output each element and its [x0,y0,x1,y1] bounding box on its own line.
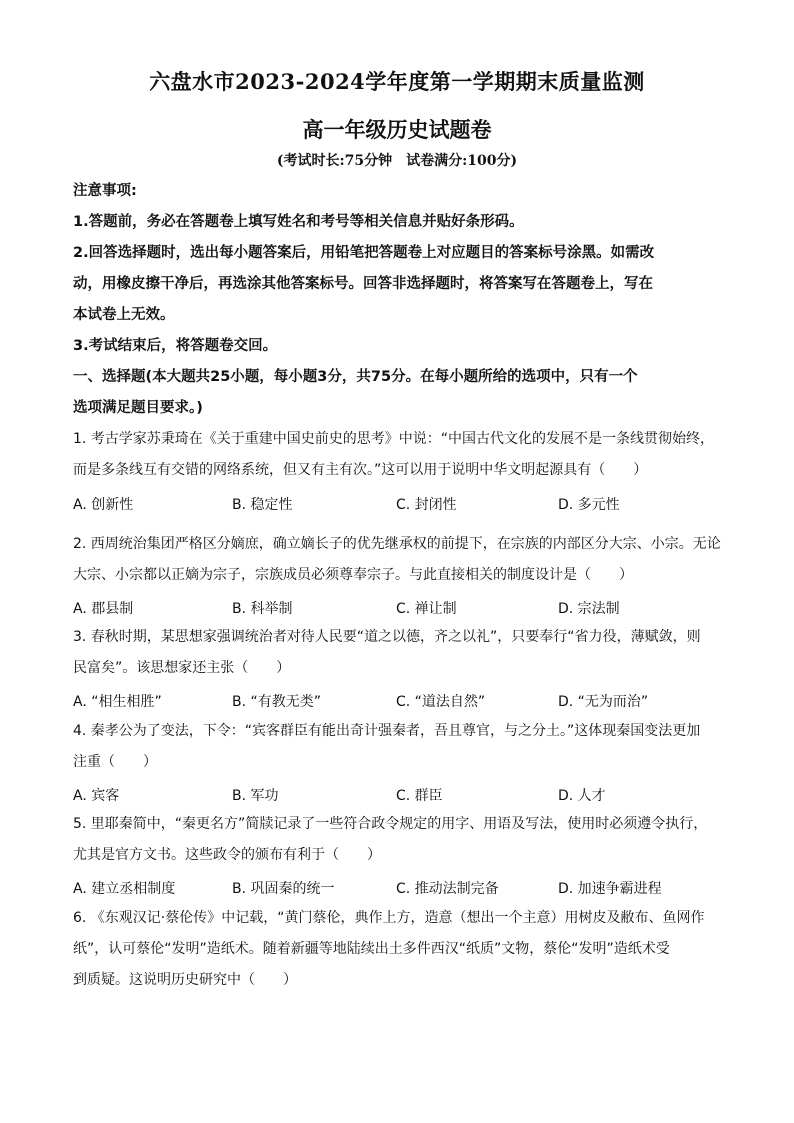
question-5-line-1: 5. 里耶秦简中，“秦更名方”简牍记录了一些符合政令规定的用字、用语及写法，使用时必须遵令执行， [73,816,708,832]
option-d: D. 加速争霸进程 [558,881,662,897]
notice-item-2-line-1: 2.回答选择题时，选出每小题答案后，用铅笔把答题卷上对应题目的答案标号涂黑。如需改 [73,245,655,261]
option-d: D. 人才 [558,788,606,804]
question-6-line-3: 到质疑。这说明历史研究中（ ） [73,972,297,988]
option-c: C. 禅让制 [396,601,457,617]
option-a: A. 郡县制 [73,601,134,617]
option-c: C. 推动法制完备 [396,881,499,897]
option-b: B. 巩固秦的统一 [232,881,335,897]
exam-info: (考试时长:75分钟 试卷满分:100分) [276,153,518,169]
notice-item-1: 1.答题前，务必在答题卷上填写姓名和考号等相关信息并贴好条形码。 [73,214,524,230]
option-d: D. 宗法制 [558,601,620,617]
option-a: A. 宾客 [73,788,120,804]
option-a: A. 创新性 [73,497,134,513]
question-5 [73,809,723,871]
option-b: B. 军功 [232,788,279,804]
question-1-options [73,494,723,518]
notice-block [73,176,723,424]
section-heading-line-2: 选项满足题目要求。) [73,400,203,416]
question-1-line-2: 而是多条线互有交错的网络系统，但又有主有次。”这可以用于说明中华文明起源具有（ ） [73,462,648,478]
question-3-options [73,691,723,715]
question-1 [73,424,723,486]
option-c: C. 封闭性 [396,497,457,513]
option-d: D. “无为而治” [558,694,649,710]
question-3-line-1: 3. 春秋时期，某思想家强调统治者对待人民要“道之以德，齐之以礼”，只要奉行“省力役，薄赋敛，则 [73,629,701,645]
option-c: C. 群臣 [396,788,443,804]
question-6-line-1: 6. 《东观汉记·蔡伦传》中记载，“黄门蔡伦，典作上方，造意（想出一个主意）用树皮及敝布、鱼网作 [73,910,705,926]
question-4-line-1: 4. 秦孝公为了变法，下令：“宾客群臣有能出奇计强秦者，吾且尊官，与之分土。”这体现秦国变法更加 [73,723,701,739]
option-c: C. “道法自然” [396,694,486,710]
question-4 [73,716,723,778]
question-2-line-2: 大宗、小宗都以正嫡为宗子，宗族成员必须尊奉宗子。与此直接相关的制度设计是（ ） [73,567,633,583]
question-2-options [73,598,723,622]
question-6-line-2: 纸”，认可蔡伦“发明”造纸术。随着新疆等地陆续出土多件西汉“纸质”文物，蔡伦“发明”造纸术受 [73,941,670,957]
exam-title: 六盘水市2023-2024学年度第一学期期末质量监测 [149,69,645,94]
section-heading-line-1: 一、选择题(本大题共25小题，每小题3分，共75分。在每小题所给的选项中，只有一个 [73,369,638,385]
notice-item-3: 3.考试结束后，将答题卷交回。 [73,338,278,354]
question-1-line-1: 1. 考古学家苏秉琦在《关于重建中国史前史的思考》中说：“中国古代文化的发展不是一条线贯彻始终， [73,431,715,447]
question-3-line-2: 民富矣”。该思想家还主张（ ） [73,660,291,676]
notice-item-2-line-2: 动，用橡皮擦干净后，再选涂其他答案标号。回答非选择题时，将答案写在答题卷上，写在 [73,276,653,292]
exam-subtitle: 高一年级历史试题卷 [302,117,492,142]
option-b: B. 科举制 [232,601,293,617]
option-d: D. 多元性 [558,497,620,513]
option-a: A. 建立丞相制度 [73,881,176,897]
question-3 [73,622,723,684]
question-6 [73,903,723,996]
option-b: B. 稳定性 [232,497,293,513]
notice-heading: 注意事项: [73,183,137,199]
question-4-options [73,785,723,809]
question-5-options [73,878,723,902]
option-a: A. “相生相胜” [73,694,162,710]
notice-item-2-line-3: 本试卷上无效。 [73,307,175,323]
question-2 [73,529,723,591]
question-2-line-1: 2. 西周统治集团严格区分嫡庶，确立嫡长子的优先继承权的前提下，在宗族的内部区分大宗、小宗。无论 [73,536,721,552]
question-5-line-2: 尤其是官方文书。这些政令的颁布有利于（ ） [73,847,381,863]
question-4-line-2: 注重（ ） [73,754,157,770]
option-b: B. “有教无类” [232,694,322,710]
